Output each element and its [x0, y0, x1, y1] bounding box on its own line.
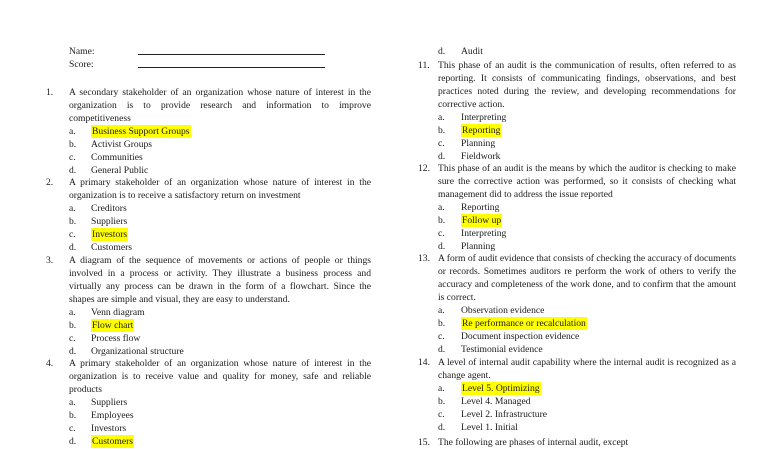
question-number: 3.: [46, 255, 54, 266]
option-letter: a.: [69, 307, 76, 318]
option-letter: c.: [438, 331, 445, 342]
option-text: Interpreting: [461, 112, 507, 123]
question-number: 15.: [418, 437, 430, 448]
option-letter: b.: [438, 125, 446, 136]
option-letter: a.: [438, 305, 445, 316]
option-letter: c.: [438, 409, 445, 420]
highlighted-answer: Investors: [92, 229, 128, 240]
question-number: 14.: [418, 357, 430, 368]
option-text: Communities: [91, 152, 143, 163]
highlighted-answer: Re performance or recalculation: [462, 318, 586, 329]
question-text: A primary stakeholder of an organization whose nature of interest in the organization is to receive value and quality for money, safe and reliable products: [69, 358, 371, 395]
option-letter: c.: [438, 228, 445, 239]
score-field[interactable]: [138, 67, 325, 68]
option-letter: d.: [438, 46, 446, 57]
option-letter: d.: [438, 151, 446, 162]
option-text: General Public: [91, 165, 149, 176]
option-letter: c.: [438, 138, 445, 149]
question-number: 2.: [46, 177, 54, 188]
option-letter: d.: [438, 344, 446, 355]
option-letter: d.: [69, 346, 77, 357]
question-number: 4.: [46, 358, 54, 369]
highlighted-answer: Customers: [92, 436, 134, 447]
option-letter: b.: [69, 216, 77, 227]
option-letter: c.: [69, 423, 76, 434]
name-field[interactable]: [138, 54, 325, 55]
option-letter: b.: [69, 410, 77, 421]
option-letter: c.: [69, 152, 76, 163]
option-text: Interpreting: [461, 228, 507, 239]
score-line: [69, 58, 137, 71]
option-text: Fieldwork: [461, 151, 501, 162]
question-text: The following are phases of internal audit, except: [438, 437, 629, 448]
question-text: This phase of an audit is the means by which the auditor is checking to make sure the corrective action was performed, so it consists of checking what management did to address the issue reported: [438, 163, 736, 200]
option-letter: b.: [438, 215, 446, 226]
option-text: Reporting: [461, 202, 500, 213]
question-text: A level of internal audit capability where the internal audit is recognized as a change agent.: [438, 357, 736, 381]
option-text: Planning: [461, 138, 496, 149]
option-letter: a.: [438, 383, 445, 394]
option-letter: d.: [69, 165, 77, 176]
name-line: [69, 45, 137, 58]
option-letter: c.: [69, 333, 76, 344]
highlighted-answer: Reporting: [462, 125, 501, 136]
option-text: Investors: [91, 423, 127, 434]
option-letter: d.: [438, 422, 446, 433]
name-label: Name:: [69, 46, 95, 57]
option-text: Employees: [91, 410, 134, 421]
option-letter: a.: [69, 126, 76, 137]
option-text: Observation evidence: [461, 305, 545, 316]
option-text: Suppliers: [91, 216, 128, 227]
option-text: Venn diagram: [91, 307, 145, 318]
highlighted-answer: Business Support Groups: [92, 126, 190, 137]
option-letter: b.: [69, 139, 77, 150]
option-letter: d.: [69, 436, 77, 447]
question-number: 1.: [46, 87, 54, 98]
option-letter: a.: [69, 397, 76, 408]
question-text: This phase of an audit is the communication of results, often referred to as reporting. It consists of communicating findings, observations, and best practices noted during the review, and developing recommendations for corrective action.: [438, 60, 736, 110]
option-text: Customers: [91, 242, 133, 253]
highlighted-answer: Follow up: [462, 215, 502, 226]
option-text: Level 1. Initial: [461, 422, 518, 433]
question-text: A form of audit evidence that consists of checking the accuracy of documents or records. Sometimes auditors re perform the work of others to verify the accuracy and completeness of the work done, and to confirm that the amount is correct.: [438, 253, 736, 303]
option-letter: a.: [69, 203, 76, 214]
option-letter: b.: [438, 396, 446, 407]
option-text: Testimonial evidence: [461, 344, 543, 355]
option-text: Process flow: [91, 333, 141, 344]
option-text: Planning: [461, 241, 496, 252]
option-text: Activist Groups: [91, 139, 153, 150]
question-text: A secondary stakeholder of an organization whose nature of interest in the organization is to provide research and information to improve competitiveness: [69, 87, 371, 124]
question-number: 13.: [418, 253, 430, 264]
question-number: 12.: [418, 163, 430, 174]
option-text: Audit: [461, 46, 483, 57]
option-letter: d.: [438, 241, 446, 252]
option-text: Organizational structure: [91, 346, 184, 357]
option-letter: a.: [438, 112, 445, 123]
highlighted-answer: Level 5. Optimizing: [462, 383, 540, 394]
option-text: Document inspection evidence: [461, 331, 580, 342]
option-letter: a.: [438, 202, 445, 213]
option-text: Creditors: [91, 203, 127, 214]
option-text: Suppliers: [91, 397, 128, 408]
option-letter: b.: [69, 320, 77, 331]
option-text: Level 2. Infrastructure: [461, 409, 548, 420]
highlighted-answer: Flow chart: [92, 320, 134, 331]
option-letter: d.: [69, 242, 77, 253]
question-text: A primary stakeholder of an organization whose nature of interest in the organization is to receive a satisfactory return on investment: [69, 177, 371, 201]
option-letter: b.: [438, 318, 446, 329]
question-number: 11.: [418, 60, 430, 71]
option-letter: c.: [69, 229, 76, 240]
score-label: Score:: [69, 59, 94, 70]
option-text: Level 4. Managed: [461, 396, 531, 407]
question-text: A diagram of the sequence of movements or actions of people or things involved in a process or activity. They illustrate a business process and virtually any process can be drawn in the form of a flowchart. Since the shapes are simple and visual, they are easy to understand.: [69, 255, 371, 305]
